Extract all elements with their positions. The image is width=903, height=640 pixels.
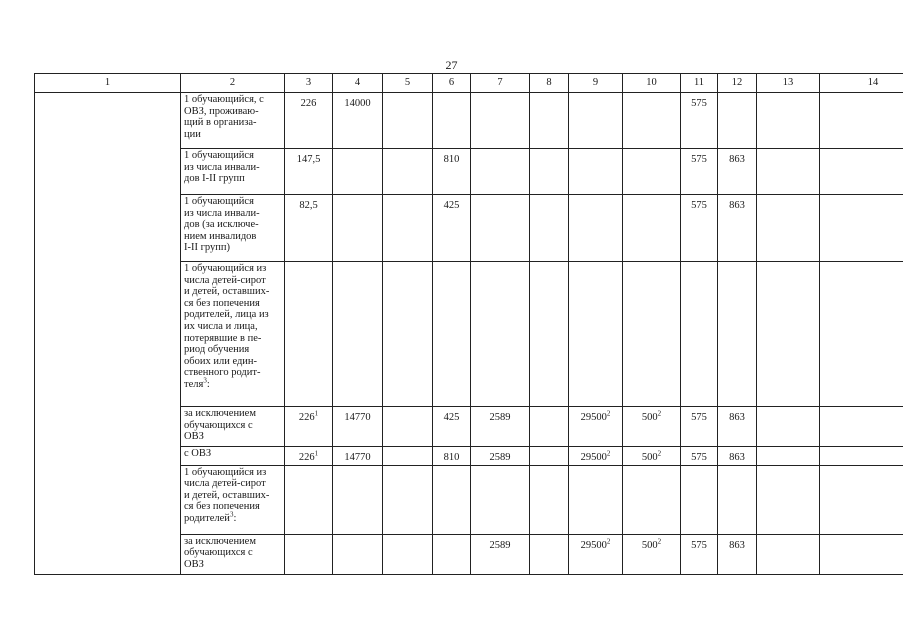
value-cell-col-6 xyxy=(433,407,471,447)
cell-value: 575 xyxy=(691,539,707,551)
value-cell-col-11 xyxy=(681,262,718,407)
value-cell-col-5 xyxy=(383,195,433,262)
value-cell-col-9 xyxy=(569,262,623,407)
value-cell-col-4 xyxy=(333,262,383,407)
description-line: ОВЗ xyxy=(184,431,204,443)
cell-value: 500 xyxy=(641,539,658,551)
cell-value: 500 xyxy=(641,452,658,463)
value-cell-col-12 xyxy=(718,195,757,262)
value-cell-col-8 xyxy=(530,447,569,466)
value-cell-col-8 xyxy=(530,534,569,574)
value-cell-col-6 xyxy=(433,149,471,195)
footnote-ref: 2 xyxy=(606,537,611,546)
cell-value: 82,5 xyxy=(299,200,318,211)
value-cell-col-4 xyxy=(333,149,383,195)
description-line: обоих или един- xyxy=(184,355,258,367)
value-cell-col-3 xyxy=(285,195,333,262)
value-cell-col-7 xyxy=(471,447,530,466)
cell-value: 29500 xyxy=(580,452,607,463)
value-cell-col-5 xyxy=(383,262,433,407)
category-cell xyxy=(35,93,181,575)
description-line: с ОВЗ xyxy=(184,448,212,459)
value-cell-col-8 xyxy=(530,93,569,149)
header-cell-7: 7 xyxy=(471,74,530,93)
value-cell-col-13 xyxy=(757,262,820,407)
value-cell-col-9 xyxy=(569,407,623,447)
value-cell-col-4 xyxy=(333,93,383,149)
cell-value: 2589 xyxy=(489,412,511,423)
value-cell-col-10 xyxy=(623,447,681,466)
value-cell-col-13 xyxy=(757,447,820,466)
value-cell-col-4 xyxy=(333,407,383,447)
value-cell-col-14 xyxy=(820,262,903,407)
cell-value: 425 xyxy=(443,412,460,423)
value-cell-col-11 xyxy=(681,465,718,534)
value-cell-col-8 xyxy=(530,407,569,447)
value-cell-col-13 xyxy=(757,195,820,262)
description-line: обучающихся с xyxy=(184,547,253,559)
description-line: 1 обучающийся из xyxy=(184,466,267,478)
value-cell-col-5 xyxy=(383,534,433,574)
value-cell-col-6 xyxy=(433,195,471,262)
table-row xyxy=(35,93,903,149)
description-line: нием инвалидов xyxy=(184,230,257,242)
value-cell-col-14 xyxy=(820,407,903,447)
value-cell-col-5 xyxy=(383,407,433,447)
value-cell-col-3 xyxy=(285,407,333,447)
value-cell-col-6 xyxy=(433,93,471,149)
value-cell-col-4 xyxy=(333,447,383,466)
footnote-ref: 2 xyxy=(657,409,662,418)
value-cell-col-9 xyxy=(569,465,623,534)
header-cell-14: 14 xyxy=(820,74,903,93)
header-row xyxy=(35,74,903,93)
footnote-ref: 3 xyxy=(203,376,207,385)
header-cell-4: 4 xyxy=(333,74,383,93)
value-cell-col-12 xyxy=(718,262,757,407)
description-tail: : xyxy=(233,512,237,524)
cost-table xyxy=(34,73,903,575)
value-cell-col-12 xyxy=(718,465,757,534)
header-cell-2: 2 xyxy=(181,74,285,93)
cell-value: 810 xyxy=(443,452,460,463)
header-cell-1: 1 xyxy=(35,74,181,93)
value-cell-col-14 xyxy=(820,465,903,534)
description-line: из числа инвали- xyxy=(184,161,260,173)
description-line: 1 обучающийся xyxy=(184,150,254,161)
header-cell-11: 11 xyxy=(681,74,718,93)
value-cell-col-12 xyxy=(718,447,757,466)
cell-value: 863 xyxy=(729,539,745,551)
value-cell-col-3 xyxy=(285,93,333,149)
cell-value: 575 xyxy=(691,412,707,423)
description-line: числа детей-сирот xyxy=(184,274,266,286)
cell-value: 863 xyxy=(729,412,745,423)
description-line: дов I-II групп xyxy=(184,173,245,185)
footnote-ref: 2 xyxy=(606,449,611,458)
value-cell-col-7 xyxy=(471,149,530,195)
description-line: ственного родит- xyxy=(184,367,261,379)
value-cell-col-6 xyxy=(433,534,471,574)
value-cell-col-10 xyxy=(623,465,681,534)
row-description xyxy=(181,149,285,195)
value-cell-col-7 xyxy=(471,407,530,447)
cell-value: 147,5 xyxy=(296,154,321,165)
row-description xyxy=(181,534,285,574)
footnote-ref: 2 xyxy=(657,449,662,458)
value-cell-col-4 xyxy=(333,465,383,534)
description-line: их числа и лица, xyxy=(184,320,258,332)
header-cell-5: 5 xyxy=(383,74,433,93)
cell-value: 29500 xyxy=(580,539,607,551)
value-cell-col-5 xyxy=(383,149,433,195)
value-cell-col-6 xyxy=(433,465,471,534)
header-cell-10: 10 xyxy=(623,74,681,93)
value-cell-col-10 xyxy=(623,407,681,447)
value-cell-col-9 xyxy=(569,534,623,574)
value-cell-col-3 xyxy=(285,149,333,195)
value-cell-col-10 xyxy=(623,534,681,574)
value-cell-col-3 xyxy=(285,262,333,407)
description-line: за исключением xyxy=(184,408,256,419)
value-cell-col-5 xyxy=(383,465,433,534)
value-cell-col-8 xyxy=(530,465,569,534)
cell-value: 2589 xyxy=(489,452,511,463)
value-cell-col-12 xyxy=(718,93,757,149)
value-cell-col-14 xyxy=(820,195,903,262)
value-cell-col-3 xyxy=(285,447,333,466)
cell-value: 14770 xyxy=(344,412,371,423)
row-description xyxy=(181,93,285,149)
cell-value: 14770 xyxy=(344,452,371,463)
page-number: 27 xyxy=(445,58,458,72)
description-line: ся без попечения xyxy=(184,501,260,513)
value-cell-col-7 xyxy=(471,93,530,149)
row-description xyxy=(181,465,285,534)
description-line: щий в организа- xyxy=(184,117,257,129)
value-cell-col-14 xyxy=(820,447,903,466)
header-cell-12: 12 xyxy=(718,74,757,93)
value-cell-col-7 xyxy=(471,195,530,262)
description-line: родителей xyxy=(184,512,230,524)
cell-value: 226 xyxy=(300,98,317,109)
description-line: потерявшие в пе- xyxy=(184,332,262,344)
description-line: ции xyxy=(184,128,201,140)
header-cell-6: 6 xyxy=(433,74,471,93)
cell-value: 575 xyxy=(691,154,707,165)
value-cell-col-7 xyxy=(471,465,530,534)
value-cell-col-5 xyxy=(383,93,433,149)
description-line: I-II групп) xyxy=(184,242,231,254)
cell-value: 575 xyxy=(691,98,707,109)
table-body xyxy=(35,74,903,575)
value-cell-col-11 xyxy=(681,93,718,149)
footnote-ref: 2 xyxy=(657,537,662,546)
description-line: риод обучения xyxy=(184,344,250,356)
header-cell-3: 3 xyxy=(285,74,333,93)
value-cell-col-5 xyxy=(383,447,433,466)
value-cell-col-13 xyxy=(757,465,820,534)
value-cell-col-9 xyxy=(569,93,623,149)
value-cell-col-8 xyxy=(530,149,569,195)
value-cell-col-12 xyxy=(718,534,757,574)
cell-value: 226 xyxy=(298,452,315,463)
value-cell-col-8 xyxy=(530,262,569,407)
description-line: 1 обучающийся, с xyxy=(184,94,264,105)
description-line: 1 обучающийся xyxy=(184,196,254,207)
value-cell-col-11 xyxy=(681,447,718,466)
description-line: и детей, оставших- xyxy=(184,489,270,501)
header-cell-8: 8 xyxy=(530,74,569,93)
value-cell-col-13 xyxy=(757,534,820,574)
value-cell-col-8 xyxy=(530,195,569,262)
description-line: родителей, лица из xyxy=(184,309,269,321)
value-cell-col-6 xyxy=(433,262,471,407)
footnote-ref: 1 xyxy=(314,449,319,458)
value-cell-col-3 xyxy=(285,534,333,574)
description-tail: : xyxy=(206,378,210,390)
value-cell-col-10 xyxy=(623,262,681,407)
value-cell-col-11 xyxy=(681,195,718,262)
row-description xyxy=(181,407,285,447)
cell-value: 575 xyxy=(691,200,707,211)
row-description xyxy=(181,447,285,466)
description-line: 1 обучающийся из xyxy=(184,263,267,274)
description-line: числа детей-сирот xyxy=(184,478,266,490)
cell-value: 500 xyxy=(641,412,658,423)
value-cell-col-6 xyxy=(433,447,471,466)
cell-value: 863 xyxy=(729,452,745,463)
value-cell-col-3 xyxy=(285,465,333,534)
value-cell-col-11 xyxy=(681,149,718,195)
footnote-ref: 3 xyxy=(229,510,234,519)
value-cell-col-13 xyxy=(757,407,820,447)
row-description xyxy=(181,195,285,262)
value-cell-col-14 xyxy=(820,93,903,149)
description-line: из числа инвали- xyxy=(184,207,260,219)
value-cell-col-14 xyxy=(820,149,903,195)
value-cell-col-7 xyxy=(471,534,530,574)
cell-value: 863 xyxy=(729,200,745,211)
footnote-ref: 2 xyxy=(606,409,611,418)
value-cell-col-4 xyxy=(333,534,383,574)
value-cell-col-10 xyxy=(623,149,681,195)
value-cell-col-11 xyxy=(681,407,718,447)
value-cell-col-13 xyxy=(757,93,820,149)
value-cell-col-10 xyxy=(623,195,681,262)
value-cell-col-14 xyxy=(820,534,903,574)
description-line: обучающихся с xyxy=(184,419,253,431)
description-line: ся без попечения xyxy=(184,297,260,309)
footnote-ref: 1 xyxy=(314,409,319,418)
header-cell-13: 13 xyxy=(757,74,820,93)
value-cell-col-12 xyxy=(718,407,757,447)
description-line: за исключением xyxy=(184,535,256,547)
row-description xyxy=(181,262,285,407)
description-line: дов (за исключе- xyxy=(184,219,259,231)
cell-value: 226 xyxy=(298,412,315,423)
cell-value: 29500 xyxy=(580,412,607,423)
header-cell-9: 9 xyxy=(569,74,623,93)
description-line: ОВЗ xyxy=(184,558,204,570)
value-cell-col-4 xyxy=(333,195,383,262)
description-line: и детей, оставших- xyxy=(184,286,270,298)
cell-value: 14000 xyxy=(344,98,371,109)
description-line: ОВЗ, проживаю- xyxy=(184,105,259,117)
value-cell-col-13 xyxy=(757,149,820,195)
cell-value: 2589 xyxy=(489,539,511,551)
cell-value: 810 xyxy=(443,154,460,165)
cell-value: 863 xyxy=(729,154,745,165)
value-cell-col-11 xyxy=(681,534,718,574)
value-cell-col-9 xyxy=(569,195,623,262)
cell-value: 425 xyxy=(443,200,460,211)
value-cell-col-9 xyxy=(569,149,623,195)
value-cell-col-12 xyxy=(718,149,757,195)
value-cell-col-10 xyxy=(623,93,681,149)
value-cell-col-7 xyxy=(471,262,530,407)
cell-value: 575 xyxy=(691,452,707,463)
description-line: теля xyxy=(184,378,204,390)
value-cell-col-9 xyxy=(569,447,623,466)
